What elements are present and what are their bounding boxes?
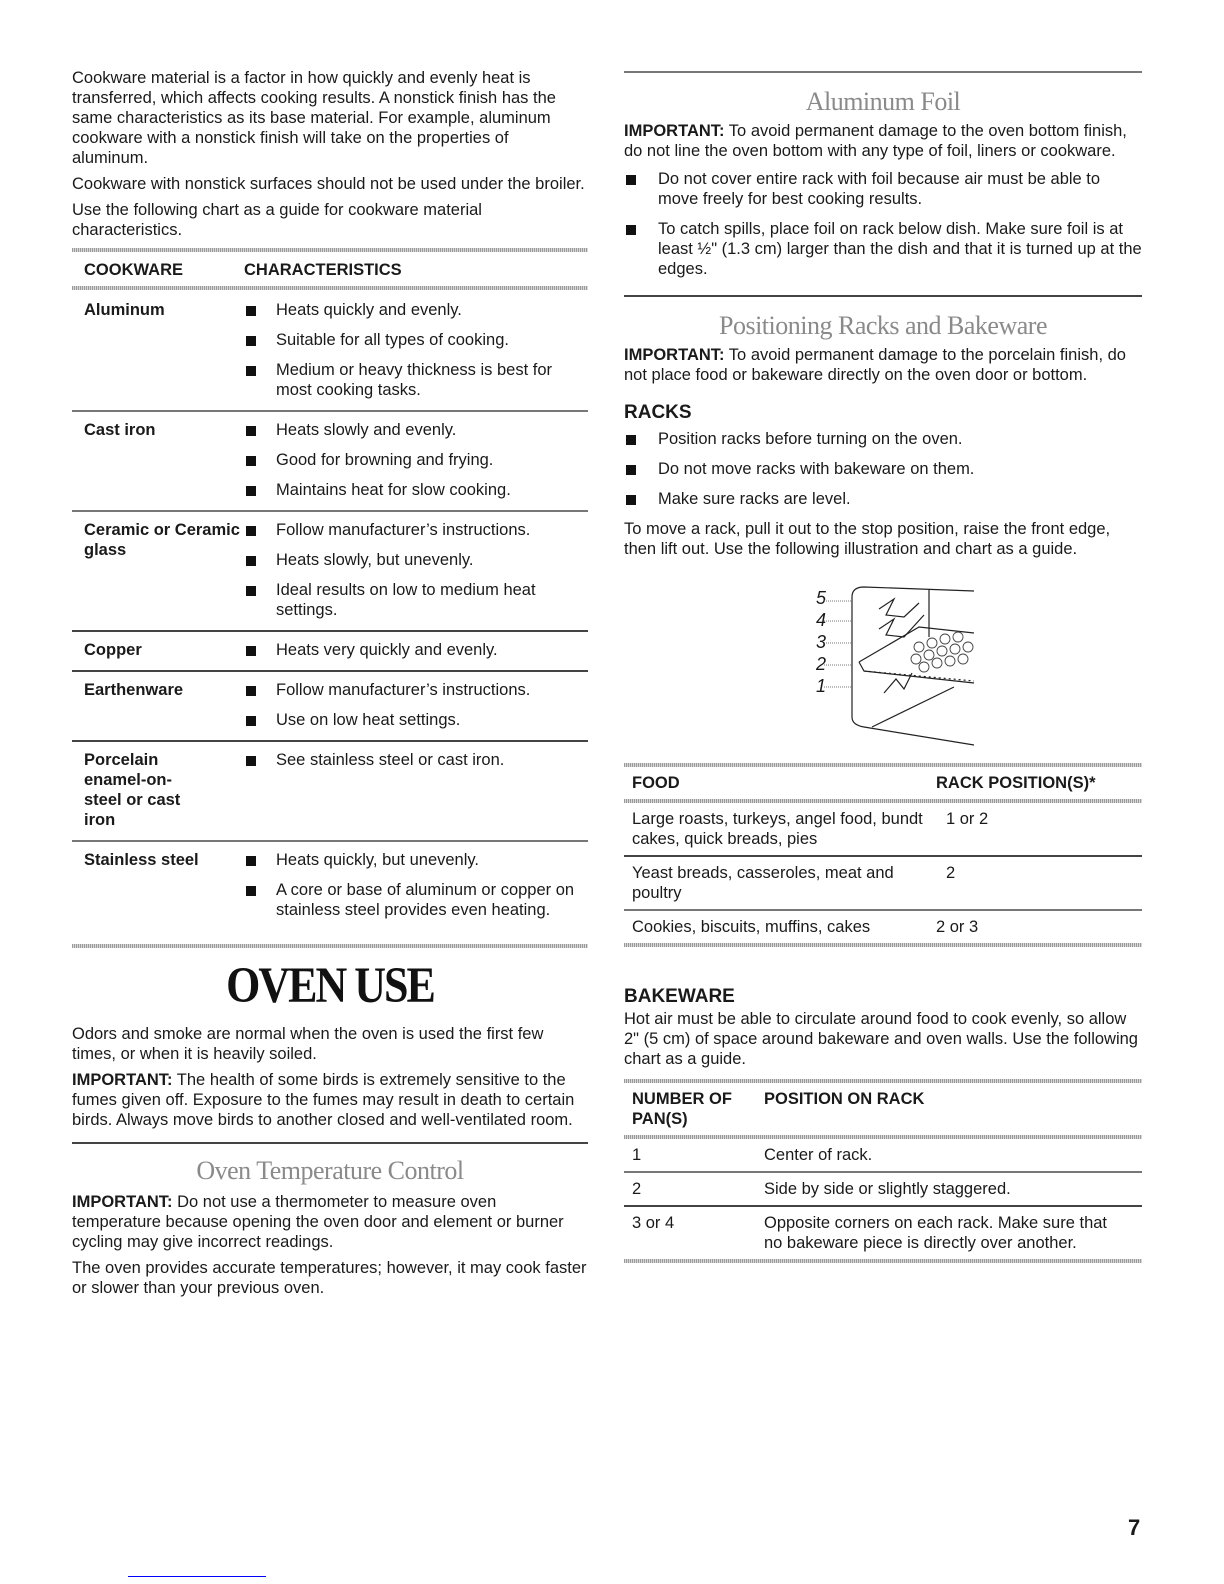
table-row	[624, 857, 1142, 909]
table-header	[624, 767, 1142, 799]
bullet-icon	[626, 465, 636, 475]
important-text: The health of some birds is extremely sensitive to the fumes given off. Exposure to the fumes may result in death to certain birds. Always move birds to another closed and well-ventilated room.	[72, 1071, 575, 1129]
characteristic: Ideal results on low to medium heat settings.	[276, 581, 536, 619]
temp-paragraph: The oven provides accurate temperatures; however, it may cook faster or slower than your previous oven.	[72, 1259, 587, 1297]
important-label: IMPORTANT:	[624, 122, 725, 140]
bullet-icon	[246, 526, 256, 536]
right-column	[624, 0, 1142, 1263]
bullet-icon	[246, 686, 256, 696]
bullet-icon	[246, 426, 256, 436]
table-rule	[624, 943, 1142, 947]
characteristic: Heats quickly and evenly.	[276, 301, 462, 319]
positioning-heading: Positioning Racks and Bakeware	[719, 311, 1047, 340]
characteristic: Maintains heat for slow cooking.	[276, 481, 511, 499]
characteristic: See stainless steel or cast iron.	[276, 751, 505, 769]
bullet-icon	[246, 856, 256, 866]
characteristic: Medium or heavy thickness is best for most cooking tasks.	[276, 361, 553, 399]
characteristic: Follow manufacturer’s instructions.	[276, 681, 531, 699]
table-row	[624, 1207, 1142, 1259]
bakeware-heading: BAKEWARE	[624, 986, 735, 1007]
racks-bullet: Position racks before turning on the oven.	[658, 430, 963, 448]
important-label: IMPORTANT:	[624, 346, 725, 364]
foil-bullet: Do not cover entire rack with foil because air must be able to move freely for best cooking results.	[658, 170, 1101, 208]
table-row	[624, 1173, 1142, 1205]
important-label: IMPORTANT:	[72, 1071, 173, 1089]
racks-paragraph: To move a rack, pull it out to the stop position, raise the front edge, then lift out. Use the following illustration and chart as a guide.	[624, 520, 1111, 558]
material-name: Copper	[84, 641, 142, 659]
bullet-icon	[246, 336, 256, 346]
racks-heading: RACKS	[624, 402, 692, 423]
rack-label-2: 2	[816, 654, 827, 674]
bullet-icon	[246, 556, 256, 566]
rack-label-3: 3	[816, 632, 827, 652]
characteristic: Use on low heat settings.	[276, 711, 461, 729]
position-cell: Opposite corners on each rack. Make sure that no bakeware piece is directly over another.	[764, 1214, 1108, 1252]
material-name: Earthenware	[84, 681, 184, 699]
rack-cell: 1 or 2	[946, 810, 989, 828]
material-name: Aluminum	[84, 301, 165, 319]
rack-label-5: 5	[816, 588, 827, 608]
bakeware-table	[624, 1079, 1142, 1263]
header-position-on-rack: POSITION ON RACK	[764, 1090, 925, 1108]
table-row	[624, 1139, 1142, 1171]
temp-important	[72, 1192, 588, 1252]
oven-use-title: OVEN USE	[226, 957, 434, 1014]
food-cell: Yeast breads, casseroles, meat and poultry	[632, 864, 894, 902]
material-name: Ceramic or Ceramic glass	[84, 521, 240, 559]
table-rule	[624, 1259, 1142, 1263]
temperature-control-heading: Oven Temperature Control	[196, 1156, 464, 1185]
important-text: To avoid permanent damage to the porcelain finish, do not place food or bakeware directly on the oven door or bottom.	[624, 346, 1126, 384]
food-rack-table	[624, 763, 1142, 947]
table-header	[72, 252, 588, 286]
bullet-icon	[246, 486, 256, 496]
bullet-icon	[246, 306, 256, 316]
header-cookware: COOKWARE	[84, 261, 183, 279]
bullet-icon	[246, 586, 256, 596]
bullet-icon	[626, 225, 636, 235]
bullet-icon	[246, 366, 256, 376]
characteristic: Heats slowly and evenly.	[276, 421, 457, 439]
food-cell: Cookies, biscuits, muffins, cakes	[632, 918, 871, 936]
header-rack-positions: RACK POSITION(S)*	[936, 774, 1096, 792]
important-label: IMPORTANT:	[72, 1193, 173, 1211]
pans-cell: 1	[632, 1146, 642, 1164]
oven-use-important	[72, 1070, 588, 1130]
important-text: Do not use a thermometer to measure oven temperature because opening the oven door and element or burner cycling may give incorrect readings.	[72, 1193, 564, 1251]
aluminum-foil-heading: Aluminum Foil	[805, 87, 961, 116]
intro-paragraph-3: Use the following chart as a guide for cookware material characteristics.	[72, 201, 482, 239]
characteristic: Suitable for all types of cooking.	[276, 331, 509, 349]
table-row	[72, 412, 588, 510]
material-name: Stainless steel	[84, 851, 199, 869]
bullet-icon	[246, 756, 256, 766]
table-header	[624, 1083, 1142, 1135]
food-cell: Large roasts, turkeys, angel food, bundt cakes, quick breads, pies	[632, 810, 923, 848]
bullet-icon	[246, 646, 256, 656]
intro-paragraph-2: Cookware with nonstick surfaces should not be used under the broiler.	[72, 175, 585, 193]
material-name: Cast iron	[84, 421, 156, 439]
bullet-icon	[246, 886, 256, 896]
positioning-important	[624, 345, 1142, 385]
racks-bullet: Do not move racks with bakeware on them.	[658, 460, 975, 478]
rack-cell: 2	[946, 864, 956, 882]
pans-cell: 2	[632, 1180, 642, 1198]
table-row	[72, 290, 588, 410]
characteristic: Heats very quickly and evenly.	[276, 641, 498, 659]
table-row	[72, 842, 588, 930]
bakeware-paragraph: Hot air must be able to circulate around food to cook evenly, so allow 2" (5 cm) of space around bakeware and oven walls. Use the following chart as a guide.	[624, 1010, 1138, 1068]
bullet-icon	[626, 435, 636, 445]
foil-important	[624, 121, 1142, 161]
page-number: 7	[1128, 1515, 1141, 1540]
bullet-icon	[626, 175, 636, 185]
material-name: Porcelain enamel-on-steel or cast iron	[84, 751, 181, 829]
table-row	[72, 742, 588, 840]
header-number-of-pans: NUMBER OF PAN(S)	[632, 1090, 732, 1128]
link-underline[interactable]	[128, 1576, 266, 1577]
bullet-icon	[246, 456, 256, 466]
characteristic: Heats quickly, but unevenly.	[276, 851, 479, 869]
rack-cell: 2 or 3	[936, 918, 979, 936]
table-row	[624, 803, 1142, 855]
characteristic: Good for browning and frying.	[276, 451, 494, 469]
oven-rack-icon	[824, 567, 1004, 757]
position-cell: Side by side or slightly staggered.	[764, 1180, 1011, 1198]
characteristic: Heats slowly, but unevenly.	[276, 551, 474, 569]
characteristic: A core or base of aluminum or copper on stainless steel provides even heating.	[276, 881, 575, 919]
left-column	[72, 0, 588, 1304]
header-food: FOOD	[632, 774, 680, 792]
rack-label-4: 4	[816, 610, 827, 630]
cookware-table	[72, 248, 588, 948]
bullet-icon	[626, 495, 636, 505]
rack-label-1: 1	[816, 676, 827, 696]
pans-cell: 3 or 4	[632, 1214, 675, 1232]
table-row	[72, 512, 588, 630]
table-row	[624, 911, 1142, 943]
position-cell: Center of rack.	[764, 1146, 873, 1164]
table-row	[72, 632, 588, 670]
important-text: To avoid permanent damage to the oven bottom finish, do not line the oven bottom with any type of foil, liners or cookware.	[624, 122, 1127, 160]
foil-bullet: To catch spills, place foil on rack below dish. Make sure foil is at least ½" (1.3 cm) larger than the dish and that it is turned up at the edges.	[658, 220, 1142, 278]
characteristic: Follow manufacturer’s instructions.	[276, 521, 531, 539]
bullet-icon	[246, 716, 256, 726]
rack-position-illustration	[624, 567, 1142, 763]
intro-paragraph-1: Cookware material is a factor in how quickly and evenly heat is transferred, which affects cooking results. A nonstick finish has the same characteristics as its base material. For example, aluminum cookware with a nonstick finish will take on the properties of aluminum.	[72, 69, 556, 167]
oven-use-paragraph: Odors and smoke are normal when the oven is used the first few times, or when it is heavily soiled.	[72, 1025, 544, 1063]
racks-bullet: Make sure racks are level.	[658, 490, 851, 508]
header-characteristics: CHARACTERISTICS	[244, 261, 402, 279]
table-row	[72, 672, 588, 740]
